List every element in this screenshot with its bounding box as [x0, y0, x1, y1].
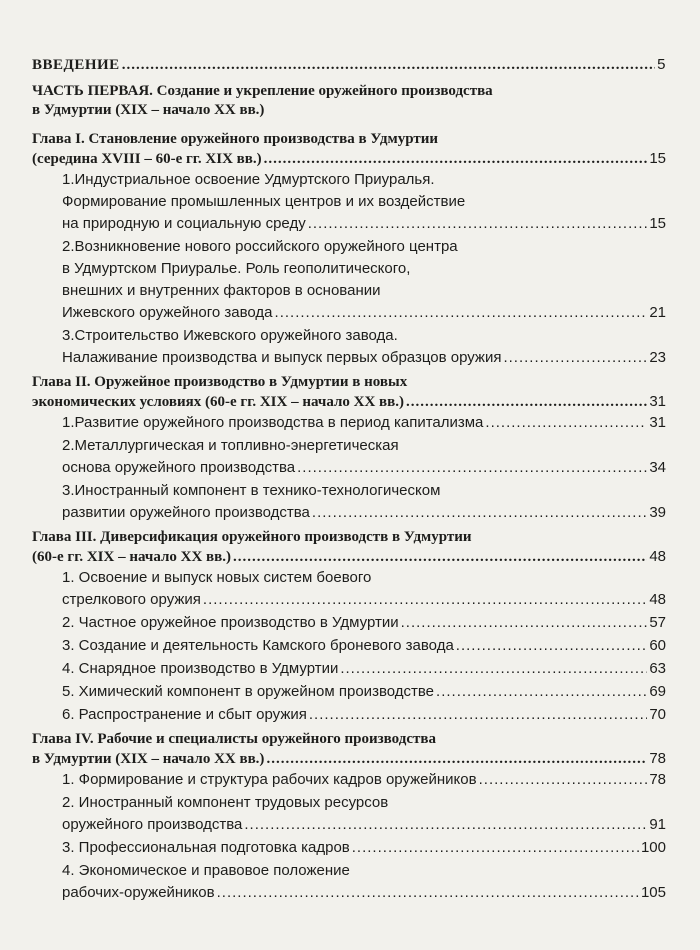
- item-page: 78: [649, 771, 666, 788]
- item-last-line: 2. Частное оружейное производство в Удмуртии: [62, 614, 399, 631]
- toc-item[interactable]: [62, 612, 666, 634]
- chapter-title-line1: Глава I. Становление оружейного производства в Удмуртии: [32, 131, 439, 147]
- toc-chapter-3[interactable]: [32, 528, 666, 567]
- leader-dots: [233, 548, 647, 567]
- chapter-title-line2: (середина XVIII – 60-е гг. XIX вв.): [32, 151, 262, 167]
- toc-item[interactable]: [62, 325, 666, 369]
- leader-dots: [406, 393, 647, 412]
- item-last-line: стрелкового оружия: [62, 591, 201, 608]
- chapter-page: 48: [649, 548, 666, 565]
- item-page: 39: [649, 504, 666, 521]
- leader-dots: [485, 412, 647, 434]
- part-title-line1: ЧАСТЬ ПЕРВАЯ. Создание и укрепление оружейного производства: [32, 83, 493, 99]
- leader-dots: [275, 302, 648, 324]
- chapter-title-line1: Глава IV. Рабочие и специалисты оружейного производства: [32, 731, 436, 747]
- chapter-page: 78: [649, 750, 666, 767]
- item-page: 23: [649, 349, 666, 366]
- leader-dots: [312, 502, 647, 524]
- item-last-line: основа оружейного производства: [62, 459, 296, 476]
- item-page: 15: [649, 215, 666, 232]
- leader-dots: [203, 589, 647, 611]
- item-line: 1. Освоение и выпуск новых систем боевого: [62, 569, 372, 586]
- leader-dots: [401, 612, 648, 634]
- chapter-2-items: [32, 412, 666, 524]
- item-last-line: развитии оружейного производства: [62, 504, 310, 521]
- leader-dots: [244, 814, 647, 836]
- toc-item[interactable]: [62, 792, 666, 836]
- toc-item[interactable]: [62, 658, 666, 680]
- item-last-line: 6. Распространение и сбыт оружия: [62, 706, 307, 723]
- item-page: 48: [649, 591, 666, 608]
- intro-title: ВВЕДЕНИЕ: [32, 57, 120, 73]
- chapter-1-items: [32, 169, 666, 369]
- toc-item[interactable]: [62, 480, 666, 524]
- chapter-page: 31: [649, 393, 666, 410]
- chapter-4-items: [32, 769, 666, 904]
- leader-dots: [479, 769, 648, 791]
- item-line: в Удмуртском Приуралье. Роль геополитического,: [62, 260, 411, 277]
- toc-item[interactable]: [62, 769, 666, 791]
- leader-dots: [264, 150, 648, 169]
- toc-item[interactable]: [62, 681, 666, 703]
- toc-item[interactable]: [62, 635, 666, 657]
- item-line: 4. Экономическое и правовое положение: [62, 862, 350, 879]
- item-page: 91: [649, 816, 666, 833]
- item-last-line: 3. Создание и деятельность Камского броневого завода: [62, 637, 454, 654]
- toc-item[interactable]: [62, 567, 666, 611]
- leader-dots: [503, 347, 647, 369]
- leader-dots: [436, 681, 647, 703]
- item-last-line: на природную и социальную среду: [62, 215, 306, 232]
- leader-dots: [456, 635, 648, 657]
- leader-dots: [309, 704, 647, 726]
- chapter-title-line1: Глава III. Диверсификация оружейного производств в Удмуртии: [32, 529, 472, 545]
- chapter-title-line1: Глава II. Оружейное производство в Удмуртии в новых: [32, 374, 408, 390]
- item-page: 31: [649, 414, 666, 431]
- item-page: 60: [649, 637, 666, 654]
- toc-chapter-2[interactable]: [32, 373, 666, 412]
- part-title-line2: в Удмуртии (XIX – начало XX вв.): [32, 102, 265, 118]
- intro-page: 5: [657, 56, 666, 73]
- toc-item[interactable]: [62, 169, 666, 235]
- item-line: 3.Строительство Ижевского оружейного завода.: [62, 327, 398, 344]
- item-line: 2. Иностранный компонент трудовых ресурсов: [62, 794, 389, 811]
- item-last-line: рабочих-оружейников: [62, 884, 215, 901]
- item-line: внешних и внутренних факторов в основании: [62, 282, 381, 299]
- item-page: 21: [649, 304, 666, 321]
- toc-item[interactable]: [62, 236, 666, 324]
- toc-item[interactable]: [62, 837, 666, 859]
- toc-part-one: [32, 82, 666, 120]
- item-page: 57: [649, 614, 666, 631]
- item-last-line: оружейного производства: [62, 816, 243, 833]
- item-last-line: 1. Формирование и структура рабочих кадров оружейников: [62, 771, 477, 788]
- item-page: 100: [640, 839, 666, 856]
- chapter-title-line2: (60-е гг. XIX – начало XX вв.): [32, 549, 231, 565]
- item-page: 69: [649, 683, 666, 700]
- leader-dots: [340, 658, 647, 680]
- item-last-line: Налаживание производства и выпуск первых образцов оружия: [62, 349, 502, 366]
- chapter-title-line2: экономических условиях (60-е гг. XIX – начало XX вв.): [32, 394, 404, 410]
- toc-item[interactable]: [62, 704, 666, 726]
- item-page: 70: [649, 706, 666, 723]
- chapter-page: 15: [649, 150, 666, 167]
- leader-dots: [122, 57, 655, 74]
- toc-item[interactable]: [62, 435, 666, 479]
- toc-item[interactable]: [62, 860, 666, 904]
- item-page: 34: [649, 459, 666, 476]
- item-line: Формирование промышленных центров и их воздействие: [62, 193, 466, 210]
- leader-dots: [297, 457, 647, 479]
- item-page: 105: [640, 884, 666, 901]
- item-last-line: 3. Профессиональная подготовка кадров: [62, 839, 350, 856]
- item-last-line: 4. Снарядное производство в Удмуртии: [62, 660, 339, 677]
- toc-item[interactable]: [62, 412, 666, 434]
- item-last-line: 1.Развитие оружейного производства в период капитализма: [62, 414, 484, 431]
- toc-chapter-1[interactable]: [32, 130, 666, 169]
- item-line: 1.Индустриальное освоение Удмуртского Приуралья.: [62, 171, 435, 188]
- chapter-3-items: [32, 567, 666, 726]
- leader-dots: [266, 750, 647, 769]
- toc-intro[interactable]: [32, 56, 666, 74]
- item-page: 63: [649, 660, 666, 677]
- leader-dots: [352, 837, 639, 859]
- item-line: 3.Иностранный компонент в технико-технологическом: [62, 482, 441, 499]
- toc-chapter-4[interactable]: [32, 730, 666, 769]
- item-line: 2.Металлургическая и топливно-энергетическая: [62, 437, 399, 454]
- leader-dots: [308, 213, 648, 235]
- leader-dots: [217, 882, 639, 904]
- item-last-line: 5. Химический компонент в оружейном производстве: [62, 683, 435, 700]
- chapter-title-line2: в Удмуртии (XIX – начало XX вв.): [32, 751, 265, 767]
- item-last-line: Ижевского оружейного завода: [62, 304, 273, 321]
- item-line: 2.Возникновение нового российского оружейного центра: [62, 238, 458, 255]
